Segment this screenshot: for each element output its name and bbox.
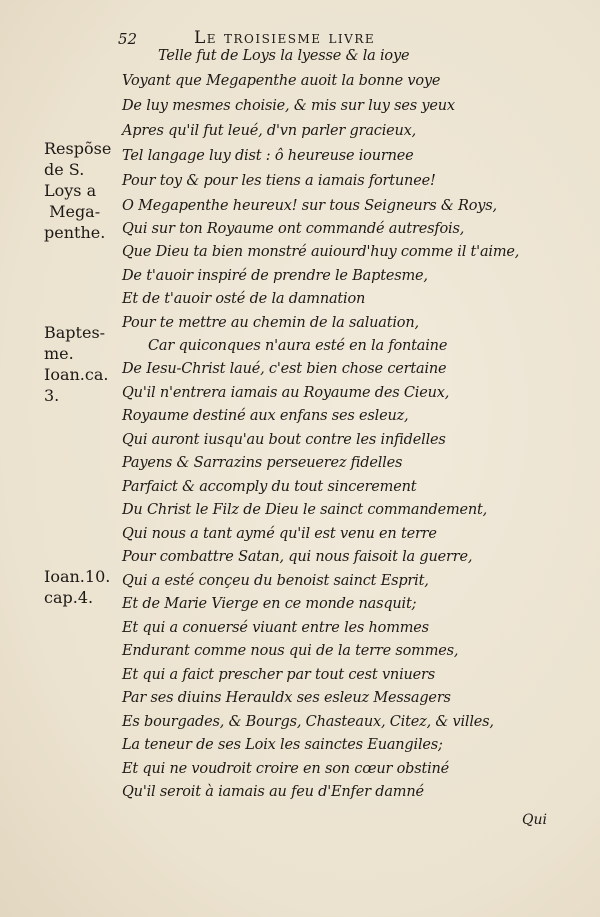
verse-line: Telle fut de Loys la lyesse & la ioye	[158, 48, 410, 64]
verse-line: De t'auoir inspiré de prendre le Baptesme,	[122, 268, 428, 284]
verse-line: Que Dieu ta bien monstré auiourd'huy comme il t'aime,	[122, 244, 520, 260]
verse-line: Parfaict & accomply du tout sincerement	[122, 479, 417, 495]
verse-line: Royaume destiné aux enfans ses esleuz,	[122, 408, 409, 424]
catchword: Qui	[522, 812, 547, 828]
verse-line: Qu'il seroit à iamais au feu d'Enfer damné	[122, 784, 424, 800]
margin-note: Ioan.10. cap.4.	[44, 567, 111, 607]
verse-line: Et de t'auoir osté de la damnation	[122, 291, 366, 307]
verse-line: O Megapenthe heureux! sur tous Seigneurs & Roys,	[122, 198, 497, 214]
verse-line: Tel langage luy dist : ô heureuse iournee	[122, 148, 414, 164]
verse-line: Voyant que Megapenthe auoit la bonne voye	[122, 73, 441, 89]
verse-line: Pour te mettre au chemin de la saluation,	[122, 315, 419, 331]
verse-line: Qu'il n'entrera iamais au Royaume des Cieux,	[122, 385, 450, 401]
verse-line: Et qui a faict prescher par tout cest vniuers	[122, 667, 436, 683]
verse-line: De Iesu-Christ laué, c'est bien chose certaine	[122, 361, 447, 377]
verse-line: Et qui ne voudroit croire en son cœur obstiné	[122, 761, 450, 777]
verse-line: Pour toy & pour les tiens a iamais fortunee!	[122, 173, 436, 189]
margin-note: Baptes- me. Ioan.ca. 3.	[44, 323, 109, 405]
verse-line: Car quiconques n'aura esté en la fontaine	[148, 338, 448, 354]
verse-line: Qui a esté conçeu du benoist sainct Esprit,	[122, 573, 429, 589]
verse-line: Et qui a conuersé viuant entre les hommes	[122, 620, 429, 636]
verse-line: Par ses diuins Herauldx ses esleuz Messagers	[122, 690, 451, 706]
verse-line: Qui auront iusqu'au bout contre les infidelles	[122, 432, 446, 448]
verse-line: Payens & Sarrazins perseuerez fidelles	[122, 455, 403, 471]
margin-note: Respõse de S. Loys a Mega- penthe.	[44, 139, 112, 242]
verse-line: Apres qu'il fut leué, d'vn parler gracieux,	[122, 123, 417, 139]
verse-line: De luy mesmes choisie, & mis sur luy ses yeux	[122, 98, 455, 114]
verse-line: La teneur de ses Loix les sainctes Euangiles;	[122, 737, 443, 753]
verse-line: Pour combattre Satan, qui nous faisoit la guerre,	[122, 549, 473, 565]
verse-line: Qui nous a tant aymé qu'il est venu en terre	[122, 526, 437, 542]
page-number: 52	[118, 30, 138, 48]
verse-line: Qui sur ton Royaume ont commandé autresfois,	[122, 221, 465, 237]
verse-line: Endurant comme nous qui de la terre sommes,	[122, 643, 459, 659]
verse-line: Du Christ le Filz de Dieu le sainct commandement,	[122, 502, 488, 518]
running-head: Le troisiesme livre	[194, 28, 376, 48]
verse-line: Es bourgades, & Bourgs, Chasteaux, Citez, & villes,	[122, 714, 494, 730]
verse-line: Et de Marie Vierge en ce monde nasquit;	[122, 596, 417, 612]
